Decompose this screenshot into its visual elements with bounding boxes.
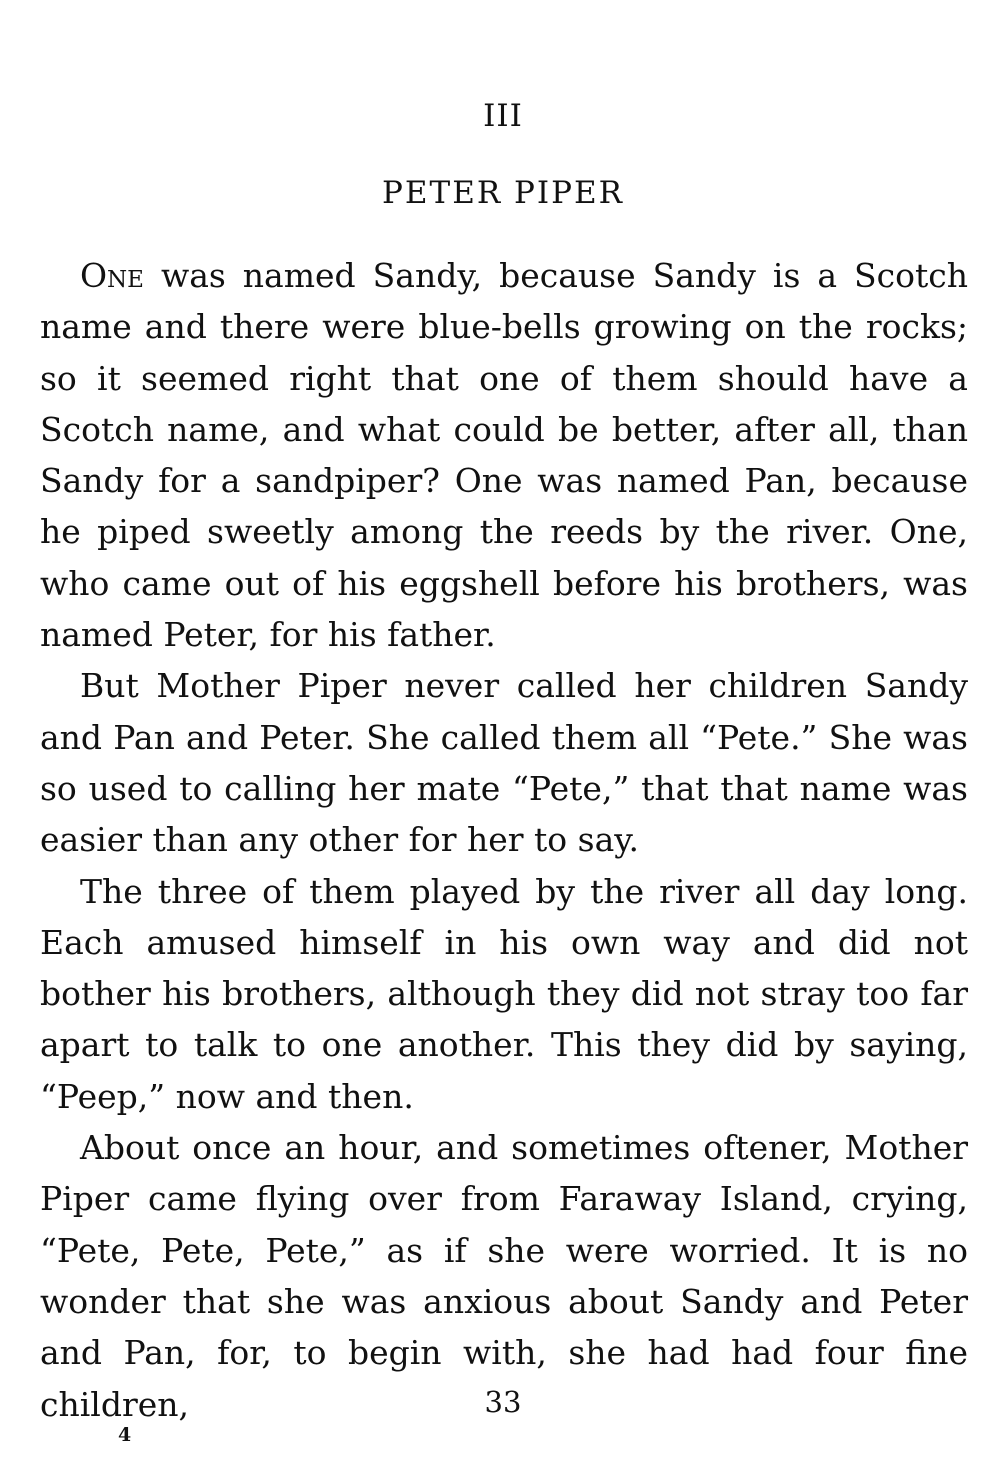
chapter-body	[40, 250, 968, 1430]
paragraph-text: was named Sandy, because Sandy is a Scotch name and there were blue-bells growing on the rocks; so it seemed right that one of them should have a Scotch name, and what could be better, after all, than Sandy for a sandpiper? One was named Pan, because he piped sweetly among the reeds by the river. One, who came out of his eggshell before his brothers, was named Peter, for his father.	[40, 256, 968, 655]
chapter-number: III	[483, 98, 523, 134]
signature-mark: 4	[118, 1424, 132, 1446]
paragraph: But Mother Piper never called her children Sandy and Pan and Peter. She called them all “Pete.” She was so used to calling her mate “Pete,” that that name was easier than any other for her to say.	[40, 666, 968, 860]
page-number: 33	[484, 1385, 522, 1419]
paragraph	[40, 250, 968, 660]
paragraph: About once an hour, and sometimes oftener, Mother Piper came flying over from Faraway Island, crying, “Pete, Pete, Pete,” as if she were worried. It is no wonder that she was anxious about Sandy and Peter and Pan, for, to begin with, she had had four fine children,	[40, 1128, 968, 1424]
paragraph: The three of them played by the river all day long. Each amused himself in his own way and did not bother his brothers, although they did not stray too far apart to talk to one another. This they did by saying, “Peep,” now and then.	[40, 871, 968, 1116]
lead-word: One	[80, 256, 144, 295]
chapter-title: PETER PIPER	[382, 175, 624, 211]
